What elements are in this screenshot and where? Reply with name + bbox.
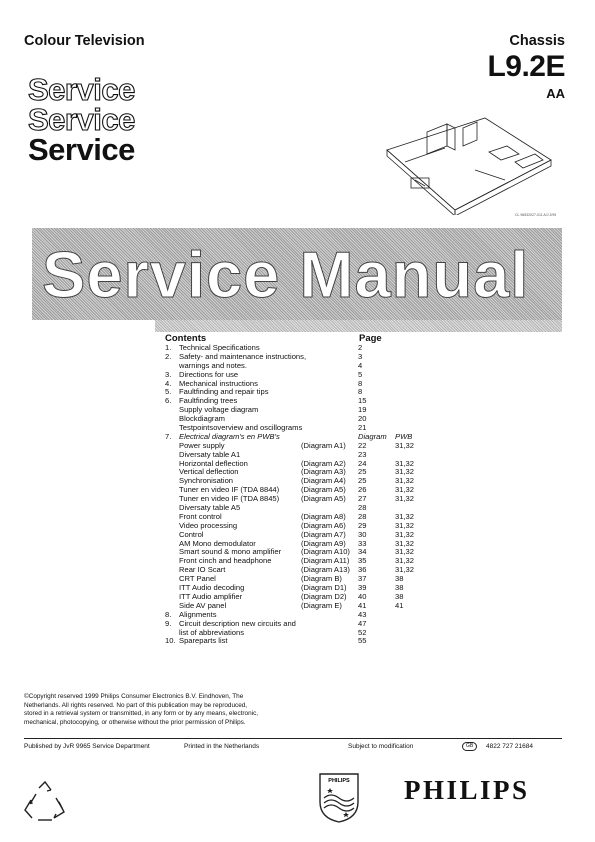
title-banner — [32, 228, 562, 320]
toc-number: 7. — [165, 431, 172, 441]
toc-page: 21 — [358, 423, 367, 433]
toc-page: 2 — [358, 343, 363, 352]
copyright-line: ©Copyright reserved 1999 Philips Consumer Electronics B.V. Eindhoven, The — [24, 693, 244, 700]
banner-band — [155, 320, 562, 332]
toc-label: ITT Audio decoding — [179, 583, 245, 593]
toc-pwb: 31,32 — [395, 547, 415, 557]
toc-label: Horizontal deflection — [179, 458, 248, 468]
toc-page: 29 — [358, 520, 367, 530]
toc-label: Power supply — [179, 440, 225, 450]
toc-label: Electrical diagram's en PWB's — [179, 431, 280, 441]
footer-divider — [24, 738, 562, 739]
toc-pwb: 31,32 — [395, 440, 415, 450]
toc-diagram: (Diagram E) — [301, 600, 342, 610]
toc-page: 30 — [358, 529, 367, 539]
toc-pwb: 31,32 — [395, 529, 415, 539]
toc-page: 22 — [358, 440, 367, 450]
toc-number: 3. — [165, 369, 172, 379]
toc-label: warnings and notes. — [179, 360, 247, 370]
copyright-line: mechanical, photocopying, or otherwise without the prior permission of Philips. — [24, 718, 246, 726]
table-of-contents — [165, 344, 435, 646]
toc-page: 25 — [358, 476, 367, 486]
toc-number: 4. — [165, 378, 172, 388]
service-logo-line-2: Service — [28, 102, 135, 137]
toc-page: 15 — [358, 396, 367, 406]
toc-page: 19 — [358, 405, 367, 415]
product-type: Colour Television — [24, 33, 145, 49]
toc-label: Spareparts list — [179, 636, 228, 646]
chassis-drawing — [385, 110, 555, 215]
toc-page: 4 — [358, 360, 363, 370]
toc-diagram: (Diagram A6) — [301, 520, 346, 530]
toc-diagram: (Diagram B) — [301, 574, 342, 584]
toc-label: Faultfinding trees — [179, 396, 238, 406]
toc-pwb: 38 — [395, 574, 404, 584]
toc-diagram: (Diagram A13) — [301, 565, 350, 575]
toc-pwb: 31,32 — [395, 485, 415, 495]
model-variant: AA — [546, 86, 565, 101]
toc-number: 9. — [165, 618, 172, 628]
toc-pwb: 38 — [395, 583, 404, 593]
toc-label: Rear IO Scart — [179, 565, 226, 575]
toc-label: Directions for use — [179, 369, 239, 379]
language-tag: GB — [462, 742, 477, 751]
toc-diagram: (Diagram A1) — [301, 440, 346, 450]
toc-page: 33 — [358, 538, 367, 548]
toc-page: 20 — [358, 414, 367, 424]
service-logo-line-1: Service — [28, 72, 135, 107]
copyright-notice — [24, 693, 324, 727]
toc-label: ITT Audio amplifier — [179, 591, 243, 601]
toc-label: Tuner en video IF (TDA 8844) — [179, 485, 280, 495]
toc-page: 55 — [358, 636, 367, 646]
toc-page: 41 — [358, 600, 367, 610]
toc-page: 26 — [358, 485, 367, 495]
published-by: Published by JvR 9965 Service Department — [24, 743, 150, 750]
toc-diagram: (Diagram A7) — [301, 529, 346, 539]
document-code: 4822 727 21684 — [486, 743, 533, 750]
toc-diagram: (Diagram D2) — [301, 591, 347, 601]
toc-pwb: 31,32 — [395, 565, 415, 575]
toc-page: 34 — [358, 547, 367, 557]
toc-label: list of abbreviations — [179, 627, 245, 637]
toc-diagram: (Diagram A8) — [301, 511, 346, 521]
toc-pwb: 31,32 — [395, 520, 415, 530]
copyright-line: stored in a retrieval system or transmitted, in any form or by any means, electronic, — [24, 710, 259, 718]
toc-diagram: (Diagram A2) — [301, 458, 346, 468]
recycle-icon — [22, 780, 68, 824]
toc-page: 28 — [358, 511, 367, 521]
toc-pwb: 31,32 — [395, 467, 415, 477]
toc-label: Technical Specifications — [179, 343, 260, 352]
toc-label: Video processing — [179, 520, 238, 530]
toc-label: Faultfinding and repair tips — [179, 387, 269, 397]
toc-pwb: 31,32 — [395, 556, 415, 566]
philips-shield-icon — [318, 772, 360, 824]
toc-page: 8 — [358, 378, 363, 388]
toc-number: 10. — [165, 636, 176, 646]
toc-page: 24 — [358, 458, 367, 468]
toc-label: Front cinch and headphone — [179, 556, 272, 566]
philips-wordmark: PHILIPS — [404, 775, 530, 805]
shield-text: PHILIPS — [328, 778, 350, 784]
chassis-label: Chassis — [509, 33, 565, 49]
toc-diagram: (Diagram D1) — [301, 583, 347, 593]
toc-pwb: PWB — [395, 431, 413, 441]
toc-label: Vertical deflection — [179, 467, 239, 477]
service-logo-line-3: Service — [28, 132, 135, 167]
toc-page: 40 — [358, 591, 367, 601]
toc-row — [165, 637, 435, 646]
toc-label: Synchronisation — [179, 476, 234, 486]
toc-number: 2. — [165, 351, 172, 361]
toc-pwb: 31,32 — [395, 538, 415, 548]
toc-label: AM Mono demodulator — [179, 538, 256, 548]
toc-number: 8. — [165, 609, 172, 619]
toc-diagram: (Diagram A5) — [301, 494, 346, 504]
toc-diagram: (Diagram A9) — [301, 538, 346, 548]
toc-page: 3 — [358, 351, 363, 361]
drawing-code: CL 96532027-011 A/J 2/99 — [515, 213, 557, 217]
toc-label: CRT Panel — [179, 574, 216, 584]
toc-pwb: 31,32 — [395, 476, 415, 486]
toc-page: 36 — [358, 565, 367, 575]
toc-pwb: 31,32 — [395, 494, 415, 504]
toc-label: Diversaty table A5 — [179, 503, 241, 513]
toc-diagram: (Diagram A10) — [301, 547, 350, 557]
toc-pwb: 38 — [395, 591, 404, 601]
banner-title: Service Manual — [42, 238, 530, 311]
toc-label: Mechanical instructions — [179, 378, 258, 388]
toc-page: 37 — [358, 574, 367, 584]
toc-diagram: (Diagram A4) — [301, 476, 346, 486]
toc-pwb: 31,32 — [395, 511, 415, 521]
toc-label: Blockdiagram — [179, 414, 226, 424]
toc-diagram: (Diagram A3) — [301, 467, 346, 477]
toc-label: Tuner en video IF (TDA 8845) — [179, 494, 280, 504]
toc-label: Testpointsoverview and oscillograms — [179, 423, 303, 433]
toc-number: 1. — [165, 343, 172, 352]
toc-page: 25 — [358, 467, 367, 477]
toc-page: 8 — [358, 387, 363, 397]
model-number: L9.2E — [487, 50, 565, 83]
toc-page: 28 — [358, 503, 367, 513]
toc-label: Supply voltage diagram — [179, 405, 259, 415]
toc-label: Diversaty table A1 — [179, 449, 241, 459]
toc-number: 5. — [165, 387, 172, 397]
toc-label: Circuit description new circuits and — [179, 618, 296, 628]
toc-label: Side AV panel — [179, 600, 227, 610]
toc-label: Smart sound & mono amplifier — [179, 547, 282, 557]
toc-label: Control — [179, 529, 204, 539]
toc-page: 47 — [358, 618, 367, 628]
printed-in: Printed in the Netherlands — [184, 743, 260, 750]
toc-number: 6. — [165, 396, 172, 406]
toc-diagram: (Diagram A5) — [301, 485, 346, 495]
toc-page: 43 — [358, 609, 367, 619]
toc-page: 23 — [358, 449, 367, 459]
toc-page: 39 — [358, 583, 367, 593]
copyright-line: Netherlands. All rights reserved. No part of this publication may be reproduced, — [24, 701, 248, 709]
toc-pwb: 41 — [395, 600, 404, 610]
toc-diagram: (Diagram A11) — [301, 556, 350, 566]
toc-page: 27 — [358, 494, 367, 504]
toc-label: Front control — [179, 511, 222, 521]
toc-pwb: 31,32 — [395, 458, 415, 468]
contents-heading: Contents — [165, 333, 207, 344]
page-column-heading: Page — [359, 333, 382, 344]
subject-to-modification: Subject to modification — [348, 743, 414, 750]
toc-page: 35 — [358, 556, 367, 566]
toc-page: 52 — [358, 627, 367, 637]
toc-page: Diagram — [358, 431, 387, 441]
toc-page: 5 — [358, 369, 363, 379]
toc-label: Alignments — [179, 609, 217, 619]
toc-label: Safety- and maintenance instructions, — [179, 351, 307, 361]
